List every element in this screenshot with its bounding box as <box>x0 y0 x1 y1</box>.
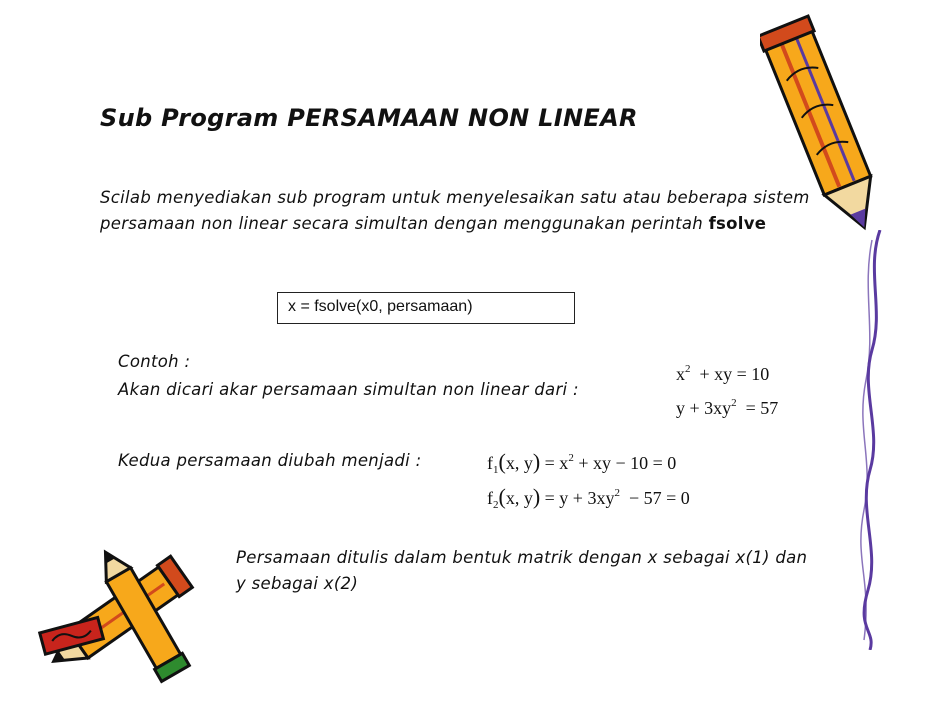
equation-1: $x^2$ + xy = 10 <box>676 363 770 384</box>
border-squiggle-icon <box>858 230 888 650</box>
example-label: Contoh : <box>118 352 191 371</box>
syntax-box: x = fsolve(x0, persamaan) <box>277 292 575 324</box>
note-text: Persamaan ditulis dalam bentuk matrik dengan x sebagai x(1) dan y sebagai x(2) <box>236 548 808 593</box>
equation-2: $y + 3xy^2 = 57$ <box>676 397 779 418</box>
function-f2: $f_2(x$, $y) = y + 3xy^2 - 57 = 0$ <box>487 484 690 511</box>
intro-text: Scilab menyediakan sub program untuk menyelesaikan satu atau beberapa sistem persamaan non linear secara simultan dengan menggunakan perintah <box>100 188 810 233</box>
pencils-left-icon <box>30 540 220 690</box>
command-name: fsolve <box>708 214 767 233</box>
pencil-right-icon <box>760 10 890 250</box>
transform-label: Kedua persamaan diubah menjadi : <box>118 451 422 470</box>
function-f1: $f_1(x$, $y) = x^2$ + xy − 10 = 0 <box>487 449 677 476</box>
intro-paragraph <box>100 185 820 237</box>
example-description: Akan dicari akar persamaan simultan non linear dari : <box>118 380 579 399</box>
slide-title: Sub Program PERSAMAAN NON LINEAR <box>100 104 638 132</box>
